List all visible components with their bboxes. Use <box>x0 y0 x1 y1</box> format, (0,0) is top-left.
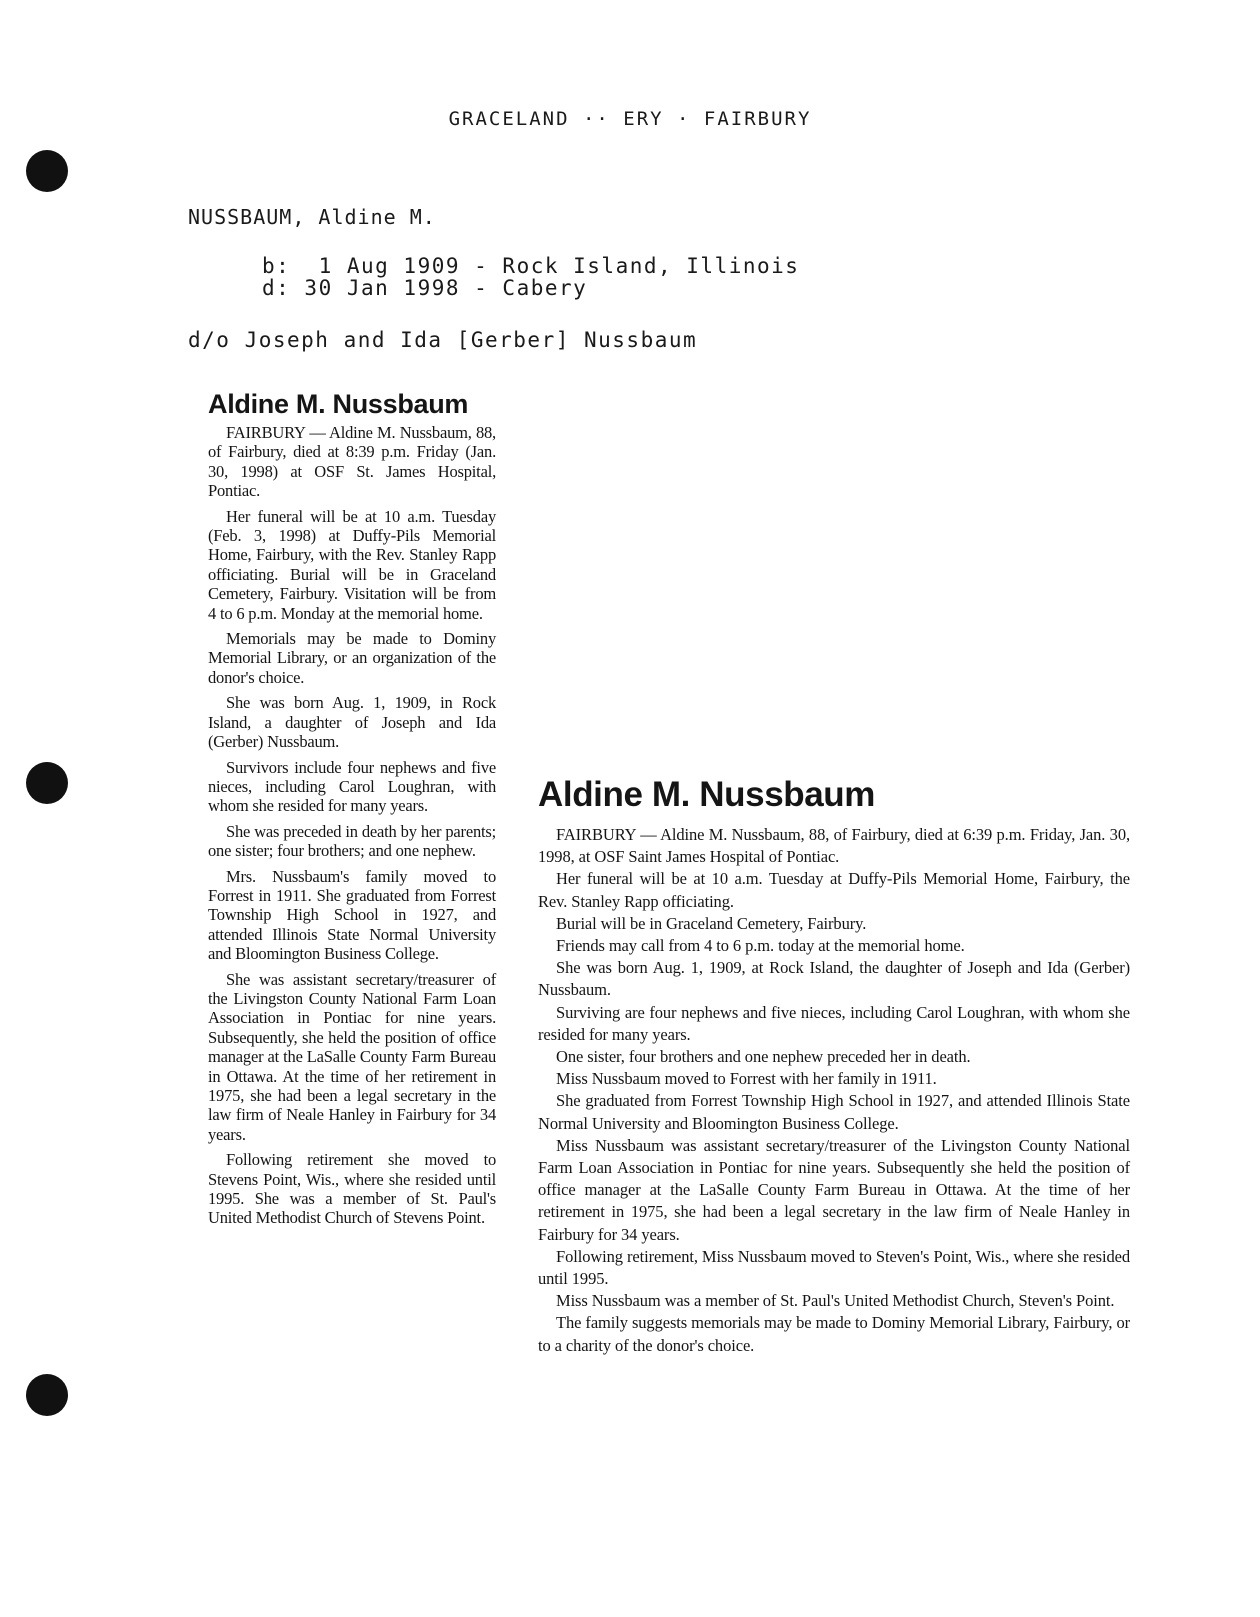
obituary-paragraph: FAIRBURY — Aldine M. Nussbaum, 88, of Fairbury, died at 6:39 p.m. Friday, Jan. 30, 1998, at OSF Saint James Hospital of Pontiac. <box>538 825 1130 867</box>
obituary-clipping-left <box>208 388 496 1234</box>
obituary-paragraph: Her funeral will be at 10 a.m. Tuesday (Feb. 3, 1998) at Duffy-Pils Memorial Home, Fairbury, with the Rev. Stanley Rapp officiating. Burial will be in Graceland Cemetery, Fairbury. Visitation will be from 4 to 6 p.m. Monday at the memorial home. <box>208 506 496 623</box>
obituary-paragraph: She was assistant secretary/treasurer of the Livingston County National Farm Loan Association in Pontiac for nine years. Subsequently, she held the position of office manager at the LaSalle County Farm Bureau in Ottawa. At the time of her retirement in 1975, she had been a legal secretary in the law firm of Neale Hanley in Fairbury for 34 years. <box>208 969 496 1144</box>
obituary-paragraph: She was born Aug. 1, 1909, in Rock Island, a daughter of Joseph and Ida (Gerber) Nussbaum. <box>208 693 496 752</box>
obituary-paragraph: Following retirement, Miss Nussbaum moved to Steven's Point, Wis., where she resided until 1995. <box>538 1246 1130 1289</box>
obituary-clipping-right <box>538 774 1130 1357</box>
obituary-paragraph: She was preceded in death by her parents; one sister; four brothers; and one nephew. <box>208 821 496 861</box>
obituary-paragraph: Friends may call from 4 to 6 p.m. today at the memorial home. <box>556 936 965 956</box>
obituary-paragraph: Miss Nussbaum was assistant secretary/treasurer of the Livingston County National Farm Loan Association in Pontiac for nine years. Subsequently she held the position of office manager at the LaSalle County Farm Bureau in Ottawa. At the time of her retirement in 1975, she had been a legal secretary in the law firm of Neale Hanley in Fairbury for 34 years. <box>538 1135 1130 1244</box>
obituary-paragraph: Surviving are four nephews and five nieces, including Carol Loughran, with whom she resided for many years. <box>538 1002 1130 1044</box>
obituary-paragraph: The family suggests memorials may be made to Dominy Memorial Library, Fairbury, or to a charity of the donor's choice. <box>538 1313 1130 1355</box>
punch-hole-top <box>26 150 68 192</box>
obituary-paragraph: She graduated from Forrest Township High School in 1927, and attended Illinois State Normal University and Bloomington Business College. <box>538 1091 1130 1133</box>
obituary-paragraph: FAIRBURY — Aldine M. Nussbaum, 88, of Fairbury, died at 8:39 p.m. Friday (Jan. 30, 1998) at OSF St. James Hospital, Pontiac. <box>208 423 496 501</box>
obituary-paragraph: Following retirement she moved to Stevens Point, Wis., where she resided until 1995. She was a member of St. Paul's United Methodist Church of Stevens Point. <box>208 1150 496 1228</box>
cemetery-header: GRACELAND ·· ERY · FAIRBURY <box>448 108 812 130</box>
punch-hole-middle <box>26 762 68 804</box>
obituary-paragraph: She was born Aug. 1, 1909, at Rock Island, the daughter of Joseph and Ida (Gerber) Nussbaum. <box>538 958 1130 1000</box>
obituary-paragraph: Her funeral will be at 10 a.m. Tuesday at Duffy-Pils Memorial Home, Fairbury, the Rev. Stanley Rapp officiating. <box>538 869 1130 911</box>
obituary-paragraph: Miss Nussbaum moved to Forrest with her family in 1911. <box>556 1069 937 1089</box>
death-line: d: 30 Jan 1998 - Cabery <box>262 276 588 300</box>
obituary-title: Aldine M. Nussbaum <box>538 775 876 814</box>
obituary-paragraph: Burial will be in Graceland Cemetery, Fairbury. <box>556 913 867 933</box>
obituary-paragraph: Memorials may be made to Dominy Memorial Library, or an organization of the donor's choice. <box>208 629 496 687</box>
record-name: NUSSBAUM, Aldine M. <box>188 205 436 229</box>
birth-line: b: 1 Aug 1909 - Rock Island, Illinois <box>262 254 800 278</box>
punch-hole-bottom <box>26 1374 68 1416</box>
obituary-paragraph: Miss Nussbaum was a member of St. Paul's United Methodist Church, Steven's Point. <box>556 1291 1115 1311</box>
obituary-title: Aldine M. Nussbaum <box>208 389 469 419</box>
parents-line: d/o Joseph and Ida [Gerber] Nussbaum <box>188 328 698 352</box>
obituary-paragraph: One sister, four brothers and one nephew preceded her in death. <box>556 1047 971 1067</box>
obituary-paragraph: Mrs. Nussbaum's family moved to Forrest in 1911. She graduated from Forrest Township High School in 1927, and attended Illinois State Normal University and Bloomington Business College. <box>208 866 496 964</box>
obituary-paragraph: Survivors include four nephews and five nieces, including Carol Loughran, with whom she resided for many years. <box>208 757 496 816</box>
